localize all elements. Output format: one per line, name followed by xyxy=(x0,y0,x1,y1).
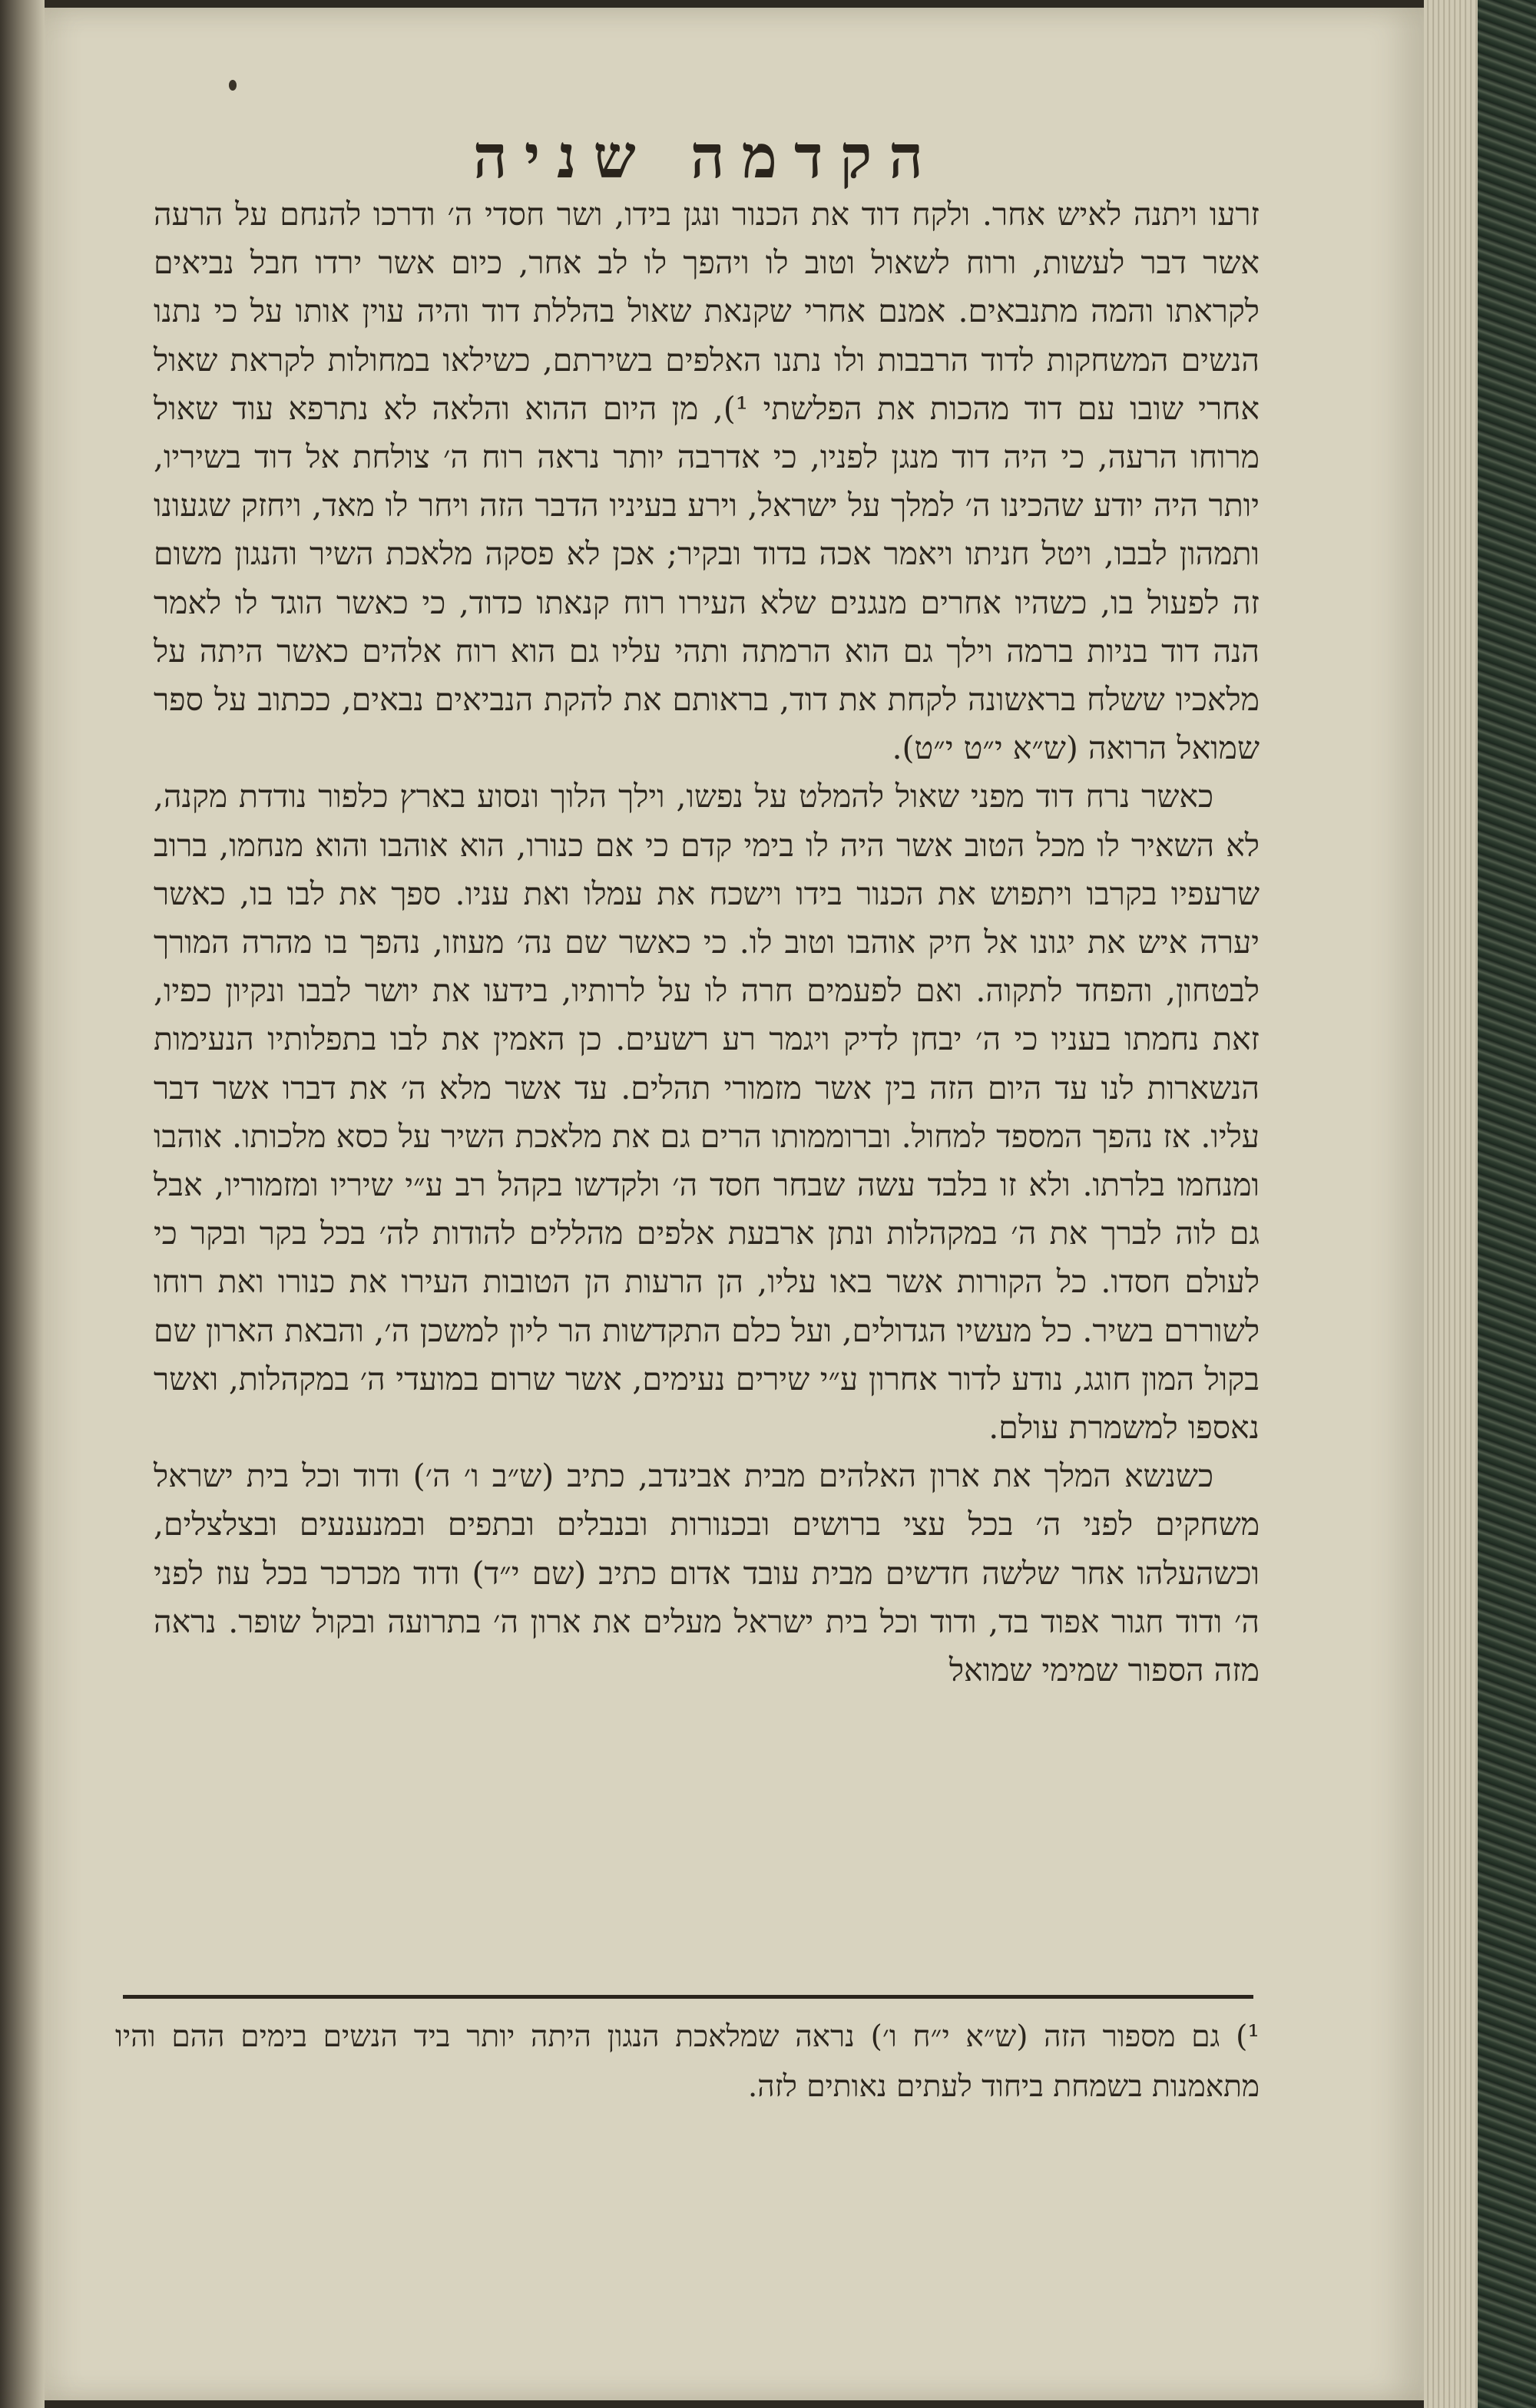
ink-speck xyxy=(229,80,237,91)
paragraph-3: כשנשא המלך את ארון האלהים מבית אבינדב, כתיב (ש״ב ו׳ ה׳) ודוד וכל בית ישראל משחקים לפני ה׳ בכל עצי ברושים ובכנורות ובנבלים ובתפים ובמנענעים ובצלצלים, וכשהעלהו אחר שלשה חדשים מבית עובד אדום כתיב (שם י״ד) ודוד מכרכר בכל עוז לפני ה׳ ודוד חגור אפוד בד, ודוד וכל בית ישראל מעלים את ארון ה׳ בתרועה ובקול שופר. נראה מזה הספור שמימי שמואל xyxy=(154,1457,1260,1689)
footnote-divider xyxy=(123,1995,1253,1999)
paragraph-2: כאשר נרח דוד מפני שאול להמלט על נפשו, וילך הלוך ונסוע בארץ כלפור נודדת מקנה, לא השאיר לו מכל הטוב אשר היה לו בימי קדם כי אם כנורו, הוא אוהבו והוא מנחמו, ברוב שרעפיו בקרבו ויתפוש את הכנור בידו וישכח את עמלו ואת עניו. ספך את לבו בו, כאשר יערה איש את יגונו אל חיק אוהבו וטוב לו. כי כאשר שם נה׳ מעוזו, נהפך בו מהרה המורך לבטחון, והפחד לתקוה. ואם לפעמים חרה לו על לרותיו, בידעו את יושר לבבו ונקיון כפיו, זאת נחמתו בעניו כי ה׳ יבחן לדיק ויגמר רע רשעים. כן האמין את לבו בתפלותיו הנעימות הנשארות לנו עד היום הזה בין אשר מזמורי תהלים. עד אשר מלא ה׳ את דברו אשר דבר עליו. אז נהפך המספד למחול. וברוממותו הרים גם את מלאכת השיר על כסא מלכותו. אוהבו ומנחמו בלרתו. ולא זו בלבד עשה שבחר חסד ה׳ ולקדשו בקהל רב ע״י שיריו ומזמוריו, אבל גם לוה לברך את ה׳ במקהלות ונתן ארבעת אלפים מהללים להודות לה׳ בכל בקר ובקר כי לעולם חסדו. כל הקורות אשר באו עליו, הן הרעות הן הטובות העירו את כנורו ואת רוחו לשוררם בשיר. כל מעשיו הגדולים, ועל כלם התקדשות הר ליון למשכן ה׳, והבאת הארון שם בקול המון חוגג, נודע לדור אחרון ע״י שירים נעימים, אשר שרום במועדי ה׳ במקהלות, ואשר נאספו למשמרת עולם. xyxy=(154,778,1260,1447)
page-stack-edge xyxy=(1424,0,1478,2408)
paragraph-1: זרעו ויתנה לאיש אחר. ולקח דוד את הכנור ונגן בידו, ושר חסדי ה׳ ודרכו להנחם על הרעה אשר דבר לעשות, ורוח לשאול וטוב לו ויהפך לו לב אחר, כיום אשר ירדו חבל נביאים לקראתו והמה מתנבאים. אמנם אחרי שקנאת שאול בהללת דוד והיה עוין אותו על כי נתנו הנשים המשחקות לדוד הרבבות ולו נתנו האלפים בשירתם, כשילאו במחולות לקראת שאול אחרי שובו עם דוד מהכות את הפלשתי ¹), מן היום ההוא והלאה לא נתרפא עוד שאול מרוחו הרעה, כי היה דוד מנגן לפניו, כי אדרבה יותר נראה רוח ה׳ צולחת אל דוד בשיריו, יותר היה יודע שהכינו ה׳ למלך על ישראל, וירע בעיניו הדבר הזה ויחר לו מאד, ויחזק שגעונו ותמהון לבבו, ויטל חניתו ויאמר אכה בדוד ובקיר; אכן לא פסקה מלאכת השיר והנגון משום זה לפעול בו, כשהיו אחרים מנגנים שלא העירו רוח קנאתו כדוד, כי כאשר הוגד לו לאמר הנה דוד בניות ברמה וילך גם הוא הרמתה ותהי עליו גם הוא רוח אלהים כאשר היתה על מלאכיו ששלח בראשונה לקחת את דוד, בראותם את להקת הנביאים נבאים, ככתוב על ספר שמואל הרואה (ש״א י״ט י״ט). xyxy=(154,196,1260,767)
footnote: ¹) גם מספור הזה (ש״א י״ח ו׳) נראה שמלאכת הנגון היתה יותר ביד הנשים בימים ההם והיו מתאמנות בשמחת ביחוד לעתים נאותים לזה. xyxy=(115,2019,1260,2104)
page-title: הקדמה שניה xyxy=(472,122,941,192)
left-page-edge xyxy=(0,0,45,2408)
main-text xyxy=(154,190,1260,1695)
book-cover-edge xyxy=(1478,0,1536,2408)
